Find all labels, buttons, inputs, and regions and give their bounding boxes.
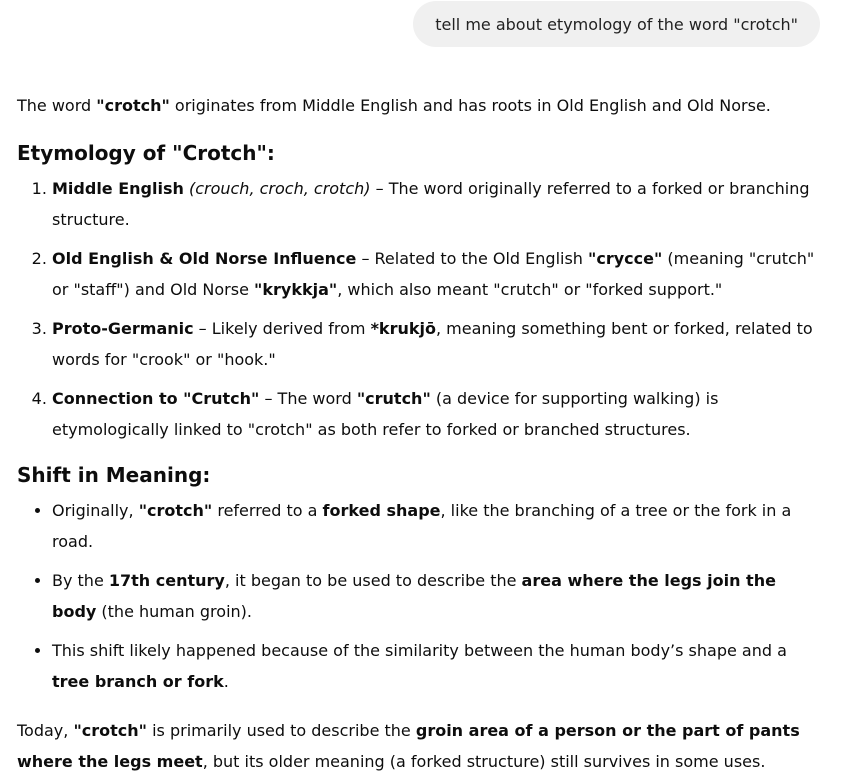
item-text: , which also meant "crutch" or "forked support." bbox=[337, 280, 723, 299]
conclusion-text: Today, bbox=[17, 721, 74, 740]
item-term: Connection to "Crutch" bbox=[52, 389, 260, 408]
item-bold: tree branch or fork bbox=[52, 672, 224, 691]
item-text: , like the branching of a tree or the fork in a road. bbox=[52, 501, 792, 551]
item-bold: 17th century bbox=[108, 571, 225, 590]
item-bold: forked shape bbox=[322, 501, 441, 520]
item-text: This shift likely happened because of the similarity between the human body’s shape and a bbox=[52, 641, 787, 660]
etymology-item-crutch-connection bbox=[52, 383, 817, 445]
shift-item-similarity bbox=[52, 635, 817, 697]
intro-paragraph bbox=[17, 90, 817, 121]
item-text: . bbox=[223, 672, 229, 691]
shift-item-originally bbox=[52, 495, 817, 557]
conclusion-bold: "crotch" bbox=[73, 721, 148, 740]
item-bold: "krykkja" bbox=[254, 280, 338, 299]
conclusion-text: is primarily used to describe the bbox=[147, 721, 416, 740]
user-message-bubble bbox=[413, 1, 820, 47]
assistant-response bbox=[17, 90, 817, 777]
etymology-item-proto-germanic bbox=[52, 313, 817, 375]
item-term: Proto-Germanic bbox=[52, 319, 194, 338]
item-bold: "crutch" bbox=[356, 389, 431, 408]
item-text: referred to a bbox=[212, 501, 323, 520]
item-text: , it began to be used to describe the bbox=[224, 571, 522, 590]
user-message-text: tell me about etymology of the word "crotch" bbox=[435, 14, 798, 34]
item-text: (meaning "crutch" or "staff") and Old Norse bbox=[52, 249, 815, 299]
etymology-heading: Etymology of "Crotch": bbox=[17, 141, 275, 165]
shift-item-17th-century bbox=[52, 565, 817, 627]
item-text: – Related to the Old English bbox=[356, 249, 589, 268]
shift-heading: Shift in Meaning: bbox=[17, 463, 211, 487]
item-bold: "crotch" bbox=[138, 501, 213, 520]
etymology-item-old-english-norse bbox=[52, 243, 817, 305]
item-bold: "crycce" bbox=[588, 249, 663, 268]
item-text: Originally, bbox=[52, 501, 139, 520]
conclusion-text: , but its older meaning (a forked structure) still survives in some uses. bbox=[202, 752, 766, 771]
item-bold: area where the legs join the body bbox=[52, 571, 776, 621]
item-text: By the bbox=[52, 571, 109, 590]
item-text: (a device for supporting walking) is etymologically linked to "crotch" as both refer to forked or branched structures. bbox=[52, 389, 719, 439]
intro-text: originates from Middle English and has roots in Old English and Old Norse. bbox=[169, 96, 771, 115]
intro-bold: "crotch" bbox=[96, 96, 170, 115]
etymology-list bbox=[17, 173, 817, 445]
item-term: Middle English bbox=[52, 179, 184, 198]
intro-text: The word bbox=[17, 96, 97, 115]
item-text: – The word bbox=[259, 389, 357, 408]
item-bold: *krukjō bbox=[370, 319, 436, 338]
shift-list bbox=[17, 495, 817, 697]
item-text: – Likely derived from bbox=[193, 319, 371, 338]
etymology-item-middle-english bbox=[52, 173, 817, 235]
conclusion-bold: groin area of a person or the part of pants where the legs meet bbox=[17, 721, 800, 771]
item-text: , meaning something bent or forked, related to words for "crook" or "hook." bbox=[52, 319, 813, 369]
item-desc: – The word originally referred to a forked or branching structure. bbox=[52, 179, 810, 229]
item-text: (the human groin). bbox=[96, 602, 252, 621]
item-variants: (crouch, croch, crotch) bbox=[183, 179, 371, 198]
conclusion-paragraph bbox=[17, 715, 817, 777]
item-term: Old English & Old Norse Influence bbox=[52, 249, 357, 268]
